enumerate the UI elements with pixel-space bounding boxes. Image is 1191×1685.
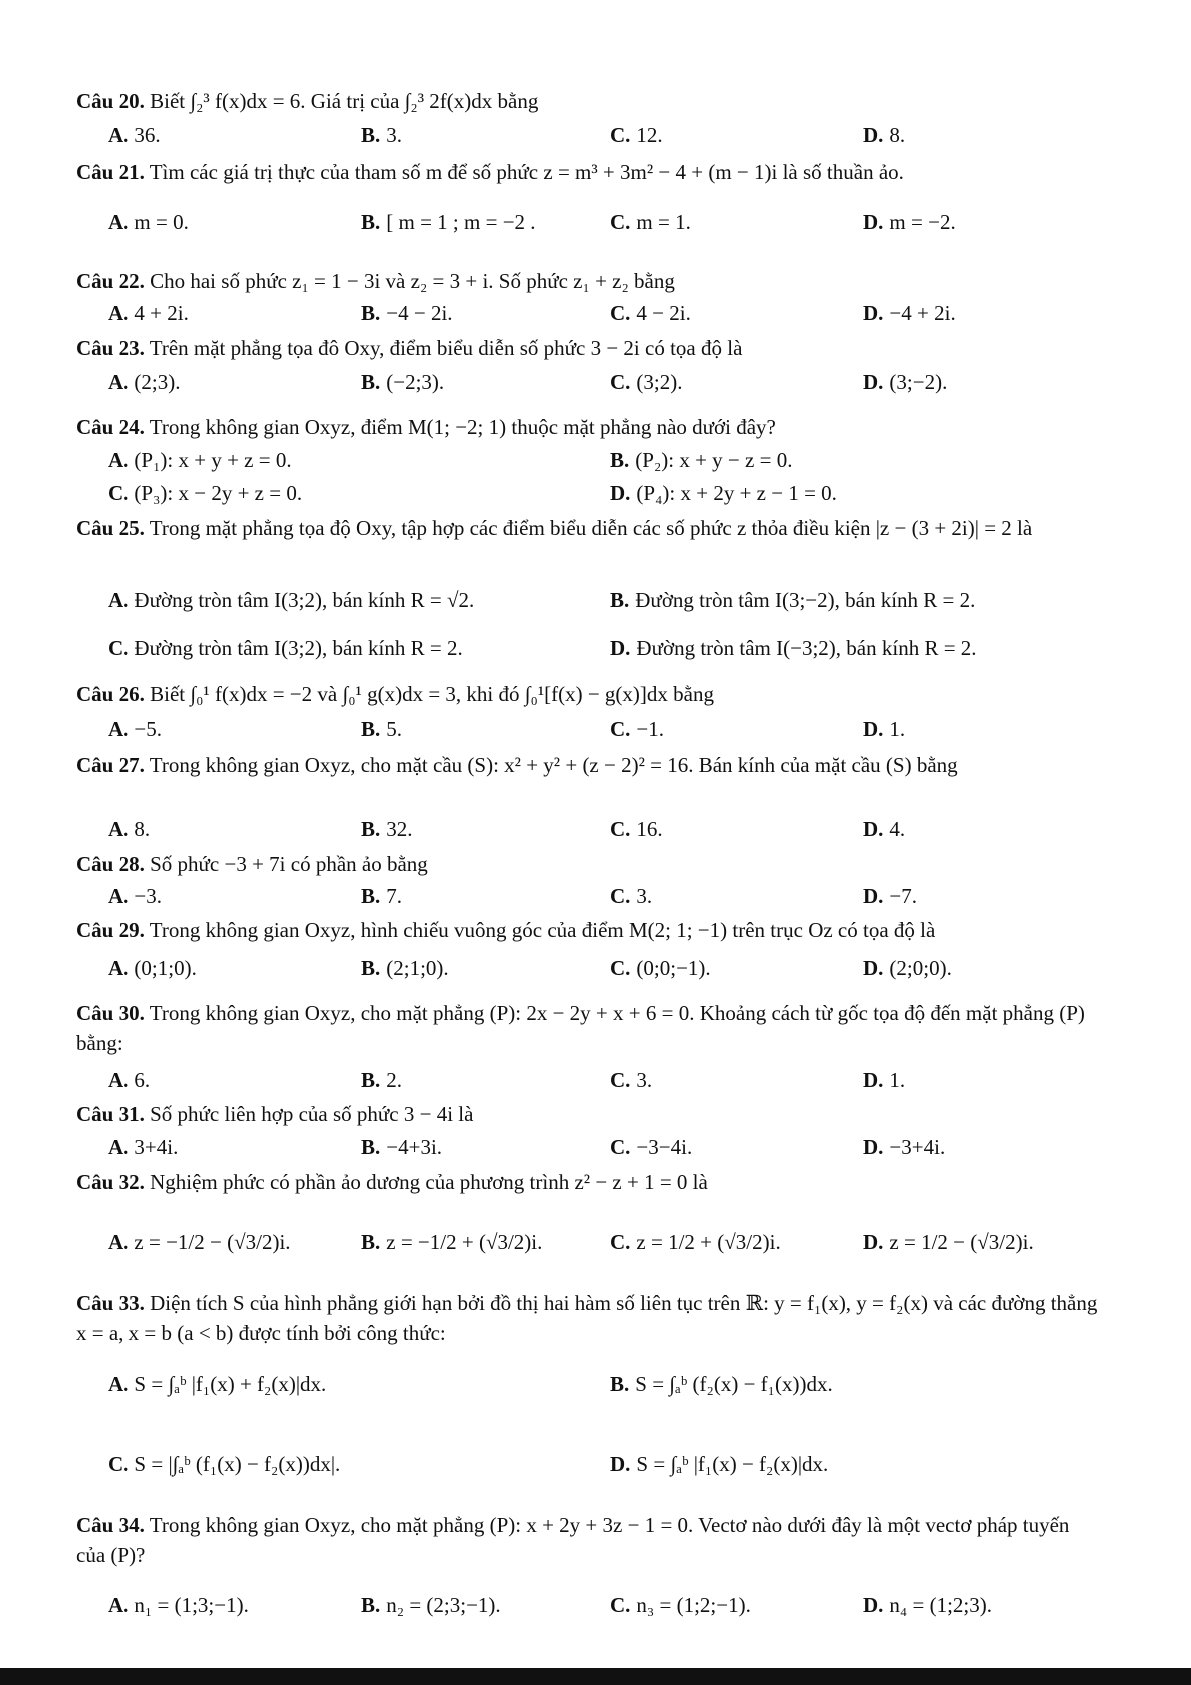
question-text: Cho hai số phức z₁ = 1 − 3i và z₂ = 3 + i. Số phức z₁ + z₂ bằng bbox=[150, 269, 675, 293]
option-d: D. (2;0;0). bbox=[863, 956, 952, 980]
question-number: Câu 20. bbox=[76, 89, 145, 113]
option-b: B. 7. bbox=[361, 884, 403, 908]
question-number: Câu 31. bbox=[76, 1102, 145, 1126]
option-a: A. 36. bbox=[108, 123, 161, 147]
question-text: Số phức liên hợp của số phức 3 − 4i là bbox=[150, 1102, 474, 1126]
question-21 bbox=[76, 157, 1099, 187]
question-text: Biết ∫₂³ f(x)dx = 6. Giá trị của ∫₂³ 2f(x)dx bằng bbox=[150, 89, 539, 113]
option-b: B. S = ∫ₐᵇ (f₂(x) − f₁(x))dx. bbox=[610, 1372, 833, 1396]
question-text: Trong không gian Oxyz, cho mặt phẳng (P): 2x − 2y + x + 6 = 0. Khoảng cách từ gốc tọa độ đến mặt phẳng (P) bằng: bbox=[76, 1001, 1085, 1055]
option-c: C. 4 − 2i. bbox=[610, 301, 691, 325]
option-d: D. 8. bbox=[863, 123, 906, 147]
question-24 bbox=[76, 412, 1099, 442]
option-d: D. −7. bbox=[863, 884, 918, 908]
question-number: Câu 27. bbox=[76, 753, 145, 777]
option-b: B. 32. bbox=[361, 817, 413, 841]
option-b: B. (−2;3). bbox=[361, 370, 445, 394]
option-c: C. 12. bbox=[610, 123, 663, 147]
option-d: D. 1. bbox=[863, 1068, 906, 1092]
option-c: C. (P₃): x − 2y + z = 0. bbox=[108, 481, 303, 505]
question-number: Câu 33. bbox=[76, 1291, 145, 1315]
question-33 bbox=[76, 1288, 1099, 1348]
option-b: B. n₂ = (2;3;−1). bbox=[361, 1593, 501, 1617]
option-a: A. 3+4i. bbox=[108, 1135, 179, 1159]
option-a: A. Đường tròn tâm I(3;2), bán kính R = √2. bbox=[108, 588, 475, 612]
option-c: C. 16. bbox=[610, 817, 663, 841]
question-text: Trong không gian Oxyz, điểm M(1; −2; 1) thuộc mặt phẳng nào dưới đây? bbox=[149, 415, 776, 439]
question-34 bbox=[76, 1510, 1099, 1570]
option-c: C. 3. bbox=[610, 884, 653, 908]
question-number: Câu 26. bbox=[76, 682, 145, 706]
question-number: Câu 32. bbox=[76, 1170, 145, 1194]
question-22 bbox=[76, 266, 1099, 296]
option-b: B. −4 − 2i. bbox=[361, 301, 453, 325]
option-b: B. z = −1/2 + (√3/2)i. bbox=[361, 1230, 543, 1254]
option-c: C. m = 1. bbox=[610, 210, 691, 234]
option-d: D. S = ∫ₐᵇ |f₁(x) − f₂(x)|dx. bbox=[610, 1452, 829, 1476]
question-number: Câu 24. bbox=[76, 415, 145, 439]
option-d: D. n₄ = (1;2;3). bbox=[863, 1593, 992, 1617]
option-a: A. z = −1/2 − (√3/2)i. bbox=[108, 1230, 291, 1254]
option-a: A. 6. bbox=[108, 1068, 151, 1092]
question-number: Câu 21. bbox=[76, 160, 145, 184]
option-b: B. −4+3i. bbox=[361, 1135, 443, 1159]
option-d: D. (3;−2). bbox=[863, 370, 948, 394]
option-c: C. −3−4i. bbox=[610, 1135, 693, 1159]
question-number: Câu 29. bbox=[76, 918, 145, 942]
question-25 bbox=[76, 513, 1099, 543]
option-d: D. z = 1/2 − (√3/2)i. bbox=[863, 1230, 1034, 1254]
option-a: A. (0;1;0). bbox=[108, 956, 197, 980]
question-text: Biết ∫₀¹ f(x)dx = −2 và ∫₀¹ g(x)dx = 3, khi đó ∫₀¹[f(x) − g(x)]dx bằng bbox=[150, 682, 714, 706]
option-d: D. −3+4i. bbox=[863, 1135, 946, 1159]
question-text: Nghiệm phức có phần ảo dương của phương trình z² − z + 1 = 0 là bbox=[150, 1170, 708, 1194]
option-c: C. (3;2). bbox=[610, 370, 683, 394]
question-text: Diện tích S của hình phẳng giới hạn bởi đồ thị hai hàm số liên tục trên ℝ: y = f₁(x), y = f₂(x) và các đường thẳng x = a, x = b (a < b) được tính bởi công thức: bbox=[76, 1291, 1098, 1345]
option-a: A. S = ∫ₐᵇ |f₁(x) + f₂(x)|dx. bbox=[108, 1372, 327, 1396]
option-a: A. −5. bbox=[108, 717, 163, 741]
question-28 bbox=[76, 849, 1099, 879]
option-c: C. Đường tròn tâm I(3;2), bán kính R = 2. bbox=[108, 636, 463, 660]
question-number: Câu 25. bbox=[76, 516, 145, 540]
option-d: D. 4. bbox=[863, 817, 906, 841]
option-a: A. 8. bbox=[108, 817, 151, 841]
question-text: Trong không gian Oxyz, hình chiếu vuông góc của điểm M(2; 1; −1) trên trục Oz có tọa độ là bbox=[149, 918, 936, 942]
question-number: Câu 28. bbox=[76, 852, 145, 876]
option-a: A. 4 + 2i. bbox=[108, 301, 189, 325]
question-27 bbox=[76, 750, 1099, 780]
question-text: Tìm các giá trị thực của tham số m để số phức z = m³ + 3m² − 4 + (m − 1)i là số thuần ảo. bbox=[149, 160, 904, 184]
option-a: A. m = 0. bbox=[108, 210, 189, 234]
option-c: C. S = |∫ₐᵇ (f₁(x) − f₂(x))dx|. bbox=[108, 1452, 341, 1476]
question-20 bbox=[76, 86, 1099, 116]
question-number: Câu 23. bbox=[76, 336, 145, 360]
option-b: B. 5. bbox=[361, 717, 403, 741]
option-d: D. m = −2. bbox=[863, 210, 956, 234]
option-b: B. 3. bbox=[361, 123, 403, 147]
option-c: C. n₃ = (1;2;−1). bbox=[610, 1593, 751, 1617]
question-number: Câu 30. bbox=[76, 1001, 145, 1025]
option-a: A. (2;3). bbox=[108, 370, 181, 394]
option-d: D. −4 + 2i. bbox=[863, 301, 956, 325]
option-d: D. Đường tròn tâm I(−3;2), bán kính R = 2. bbox=[610, 636, 977, 660]
question-30 bbox=[76, 998, 1099, 1058]
question-26 bbox=[76, 679, 1099, 709]
option-a: A. (P₁): x + y + z = 0. bbox=[108, 448, 292, 472]
question-number: Câu 22. bbox=[76, 269, 145, 293]
option-a: A. −3. bbox=[108, 884, 163, 908]
option-b: B. (P₂): x + y − z = 0. bbox=[610, 448, 793, 472]
option-b: B. 2. bbox=[361, 1068, 403, 1092]
option-c: C. (0;0;−1). bbox=[610, 956, 711, 980]
option-c: C. −1. bbox=[610, 717, 665, 741]
question-29 bbox=[76, 915, 1099, 945]
question-32 bbox=[76, 1167, 1099, 1197]
option-d: D. (P₄): x + 2y + z − 1 = 0. bbox=[610, 481, 837, 505]
option-d: D. 1. bbox=[863, 717, 906, 741]
question-text: Trong không gian Oxyz, cho mặt phẳng (P): x + 2y + 3z − 1 = 0. Vectơ nào dưới đây là một vectơ pháp tuyến của (P)? bbox=[76, 1513, 1070, 1567]
question-text: Trên mặt phẳng tọa đô Oxy, điểm biểu diễn số phức 3 − 2i có tọa độ là bbox=[149, 336, 743, 360]
scan-bottom-border bbox=[0, 1668, 1191, 1685]
option-b: B. (2;1;0). bbox=[361, 956, 449, 980]
question-text: Số phức −3 + 7i có phần ảo bằng bbox=[150, 852, 428, 876]
question-31 bbox=[76, 1099, 1099, 1129]
question-23 bbox=[76, 333, 1099, 363]
option-b: B. Đường tròn tâm I(3;−2), bán kính R = 2. bbox=[610, 588, 976, 612]
option-c: C. z = 1/2 + (√3/2)i. bbox=[610, 1230, 781, 1254]
option-c: C. 3. bbox=[610, 1068, 653, 1092]
question-number: Câu 34. bbox=[76, 1513, 145, 1537]
question-text: Trong không gian Oxyz, cho mặt cầu (S): x² + y² + (z − 2)² = 16. Bán kính của mặt cầu (S) bằng bbox=[149, 753, 958, 777]
option-b: B. [ m = 1 ; m = −2 . bbox=[361, 210, 536, 234]
question-text: Trong mặt phẳng tọa độ Oxy, tập hợp các điểm biểu diễn các số phức z thỏa điều kiện |z − (3 + 2i)| = 2 là bbox=[149, 516, 1033, 540]
option-a: A. n₁ = (1;3;−1). bbox=[108, 1593, 249, 1617]
